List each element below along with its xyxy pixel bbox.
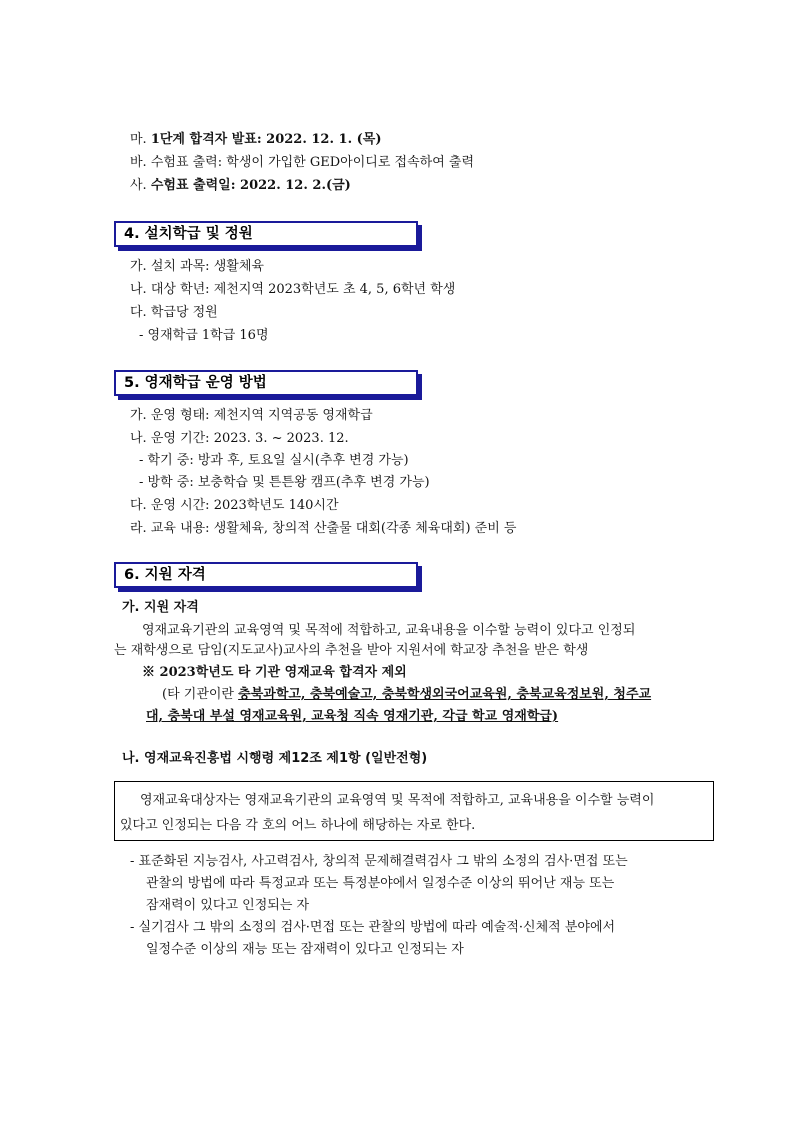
item-sa-text: 수험표 출력일: 2022. 12. 2.(금)	[150, 178, 351, 193]
sec6-note-prefix: (타 기관이란	[162, 687, 239, 702]
sec6-na-title: 나. 영재교육진흥법 시행령 제12조 제1항 (일반전형)	[122, 751, 428, 766]
item-sa	[130, 177, 351, 195]
sec5-item-1: 가. 운영 형태: 제천지역 지역공동 영재학급	[130, 408, 373, 423]
sec6-note-line-2	[146, 708, 558, 726]
sec5-item-5: 다. 운영 시간: 2023학년도 140시간	[130, 498, 339, 513]
section-5-header	[114, 370, 418, 396]
item-ma-prefix: 마.	[130, 132, 151, 147]
criteria-1-line-1: - 표준화된 지능검사, 사고력검사, 창의적 문제해결력검사 그 밖의 소정의 검사·면접 또는	[130, 854, 628, 869]
criteria-2-line-1: - 실기검사 그 밖의 소정의 검사·면접 또는 관찰의 방법에 따라 예술적·신체적 분야에서	[130, 920, 616, 935]
sec5-item-2: 나. 운영 기간: 2023. 3. ~ 2023. 12.	[130, 431, 349, 446]
law-quote-line-2: 있다고 인정되는 다음 각 호의 어느 하나에 해당하는 자로 한다.	[120, 818, 476, 833]
sec6-note-line-1	[162, 686, 651, 704]
item-ma-text: 1단계 합격자 발표: 2022. 12. 1. (목)	[150, 132, 382, 147]
sec4-item-4: - 영재학급 1학급 16명	[139, 328, 269, 343]
sec4-item-2: 나. 대상 학년: 제천지역 2023학년도 초 4, 5, 6학년 학생	[130, 282, 456, 297]
sec6-ga-para-2: 는 재학생으로 담임(지도교사)교사의 추천을 받아 지원서에 학교장 추천을 받은 학생	[114, 643, 589, 658]
item-ma	[130, 131, 382, 149]
sec6-ga-title: 가. 지원 자격	[122, 600, 199, 615]
criteria-1-line-2: 관찰의 방법에 따라 특정교과 또는 특정분야에서 일정수준 이상의 뛰어난 재능 또는	[146, 876, 615, 891]
section-6-header	[114, 562, 418, 588]
section-4-title: 4. 설치학급 및 정원	[124, 226, 253, 242]
item-sa-prefix: 사.	[130, 178, 151, 193]
sec6-note-orgs-1: 충북과학고, 충북예술고, 충북학생외국어교육원, 충북교육정보원, 청주교	[238, 687, 652, 702]
section-6-title: 6. 지원 자격	[124, 567, 206, 583]
sec4-item-3: 다. 학급당 정원	[130, 305, 218, 320]
criteria-1-line-3: 잠재력이 있다고 인정되는 자	[146, 898, 310, 913]
criteria-2-line-2: 일정수준 이상의 재능 또는 잠재력이 있다고 인정되는 자	[146, 942, 464, 957]
sec6-ga-para-1: 영재교육기관의 교육영역 및 목적에 적합하고, 교육내용을 이수할 능력이 있다고 인정되	[142, 623, 636, 638]
law-quote-line-1: 영재교육대상자는 영재교육기관의 교육영역 및 목적에 적합하고, 교육내용을 이수할 능력이	[140, 793, 655, 808]
section-5-title: 5. 영재학급 운영 방법	[124, 375, 267, 391]
sec5-item-3: - 학기 중: 방과 후, 토요일 실시(추후 변경 가능)	[139, 453, 409, 468]
sec4-item-1: 가. 설치 과목: 생활체육	[130, 259, 264, 274]
item-ba: 바. 수험표 출력: 학생이 가입한 GED아이디로 접속하여 출력	[130, 155, 475, 170]
section-4-header	[114, 221, 418, 247]
sec5-item-4: - 방학 중: 보충학습 및 튼튼왕 캠프(추후 변경 가능)	[139, 475, 430, 490]
sec6-note: ※ 2023학년도 타 기관 영재교육 합격자 제외	[142, 665, 407, 680]
sec5-item-6: 라. 교육 내용: 생활체육, 창의적 산출물 대회(각종 체육대회) 준비 등	[130, 521, 517, 536]
sec6-note-orgs-2: 대, 충북대 부설 영재교육원, 교육청 직속 영재기관, 각급 학교 영재학급)	[146, 709, 559, 724]
